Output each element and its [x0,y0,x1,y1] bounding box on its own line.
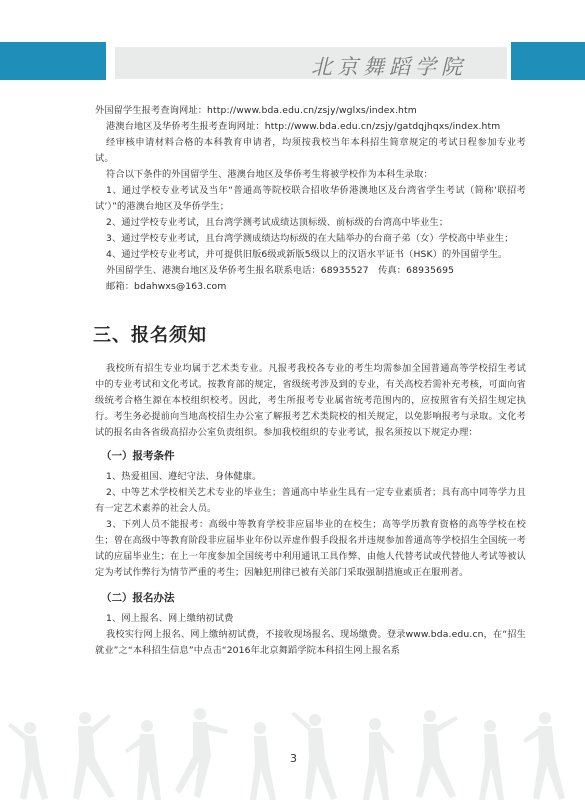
paragraph-review: 经审核申请材料合格的本科教育申请者，均须按我校当年本科招生简章规定的考试日程参加专业考试。 [95,137,526,164]
section-intro: 我校所有招生专业均属于艺术类专业。凡报考我校各专业的考生均需参加全国普通高等学校招生考试中的专业考试和文化考试。按教育部的规定，省级统考涉及到的专业，有关高校若需补充考核，可面向省级统考合格生源在本校组织校考。因此，考生所报考专业属省统考范围内的，应按照省有关招生规定执行。考生务必提前向当地高校招生办公室了解报考艺术类院校的相关规定，以免影响报考与录取。文化考试的报名由各省级高招办公室负责组织。参加我校组织的专业考试，报名须按以下规定办理： [95,363,526,438]
page-number: 3 [290,752,297,765]
condition-item-1: 1、通过学校专业考试及当年“普通高等院校联合招收华侨港澳地区及台湾省学生考试（简称‘联招考试’）”的港澳台地区及华侨学生； [95,185,526,212]
paragraph-hmt-url: 港澳台地区及华侨考生报考查询网址：http://www.bda.edu.cn/zsjy/gatdqjhqxs/index.htm [106,121,501,132]
method-item-1: 1、网上报名、网上缴纳初试费 [106,613,234,624]
paragraph-conditions: 符合以下条件的外国留学生、港澳台地区及华侨考生将被学校作为本科生录取： [106,169,433,180]
section-title: 三、报名须知 [93,325,207,346]
condition-item-2: 2、通过学校专业考试，且台湾学测考试成绩达顶标级、前标级的台湾高中毕业生； [106,217,449,228]
condition-item-3: 3、通过学校专业考试，且台湾学测成绩达均标级的在大陆举办的台商子弟（女）学校高中毕业生； [106,233,514,244]
header-bar-right [511,42,585,80]
header-box [115,47,507,79]
requirement-item-2: 2、中等艺术学校相关艺术专业的毕业生；普通高中毕业生具有一定专业素质者；具有高中同等学力且有一定艺术素养的社会人员。 [95,487,526,514]
school-logo-text: 北京舞蹈学院 [311,55,467,79]
dancer-silhouettes-decoration [0,700,585,800]
subsection-title-conditions: （一）报考条件 [101,450,175,462]
header-bar-left [0,42,106,80]
contact-phone: 外国留学生、港澳台地区及华侨考生报名联系电话：68935527 传真：68935695 [106,265,455,276]
method-item-2: 我校实行网上报名、网上缴纳初试费，不接收现场报名、现场缴费。登录www.bda.edu.cn，在“招生就业”之“本科招生信息”中点击“2016年北京舞蹈学院本科招生网上报名系 [95,629,526,656]
requirement-item-3: 3、下列人员不能报考：高级中等教育学校非应届毕业的在校生；高等学历教育资格的高等学校在校生；曾在高级中等教育阶段非应届毕业年份以弄虚作假手段报名并违规参加普通高等学校招生全国统一考试的应届毕业生；在上一年度参加全国统考中利用通讯工具作弊、由他人代替考试或代替他人考试等被认定为考试作弊行为情节严重的考生；因触犯刑律已被有关部门采取强制措施或正在服刑者。 [95,519,526,578]
contact-email: 邮箱：bdahwxs@163.com [106,281,227,292]
page-content [95,103,526,659]
paragraph-foreign-url: 外国留学生报考查询网址：http://www.bda.edu.cn/zsjy/wglxs/index.htm [95,105,417,116]
requirement-item-1: 1、热爱祖国、遵纪守法、身体健康。 [106,471,262,482]
condition-item-4: 4、通过学校专业考试，并可提供旧版6级或新版5级以上的汉语水平证书（HSK）的外国留学生。 [106,249,508,260]
subsection-title-method: （二）报名办法 [101,592,175,604]
